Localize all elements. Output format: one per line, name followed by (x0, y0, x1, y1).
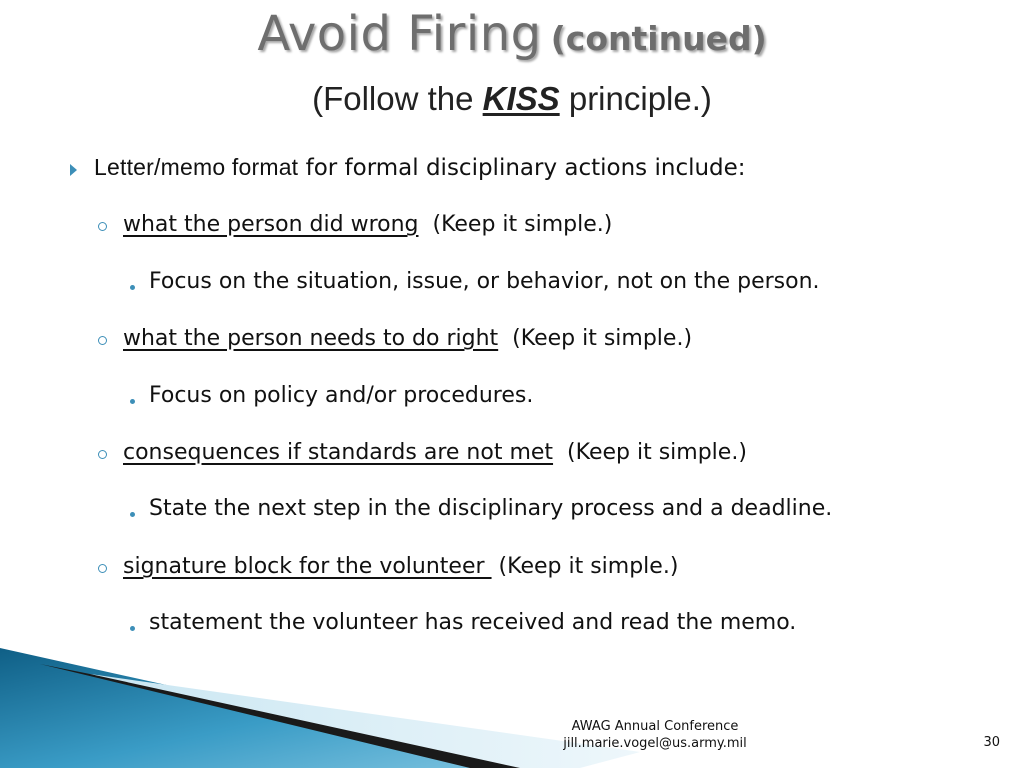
list-item-detail: State the next step in the disciplinary process and a deadline. (149, 496, 833, 521)
main-bullet-bold: Letter/memo format (94, 154, 299, 180)
item-note: (Keep it simple.) (491, 554, 679, 579)
list-item-detail: Focus on the situation, issue, or behavior, not on the person. (149, 269, 820, 294)
page-number: 30 (983, 735, 1000, 750)
item-heading-text: what the person needs to do right (123, 326, 499, 351)
title-suffix: (continued) (550, 19, 767, 58)
list-item-heading (123, 440, 747, 465)
item-heading-text: signature block for the volunteer (123, 554, 492, 579)
main-bullet (94, 154, 746, 181)
footer-conference: AWAG Annual Conference (571, 719, 739, 734)
triangle-bullet-icon (70, 164, 77, 176)
ring-bullet-icon (98, 450, 107, 459)
ring-bullet-icon (98, 222, 107, 231)
subtitle-after: principle.) (559, 80, 712, 117)
footer (0, 718, 1024, 752)
list-item-heading (123, 554, 678, 579)
title-main: Avoid Firing (257, 6, 542, 62)
dot-bullet-icon (130, 399, 135, 404)
slide-title (0, 6, 1024, 62)
item-note: (Keep it simple.) (418, 212, 613, 237)
dot-bullet-icon (130, 512, 135, 517)
ring-bullet-icon (98, 336, 107, 345)
subtitle-before: (Follow the (312, 80, 483, 117)
item-heading-text: what the person did wrong (123, 212, 419, 237)
subtitle-emphasis: KISS (482, 80, 560, 117)
list-item-heading (123, 212, 612, 237)
slide-subtitle (0, 80, 1024, 118)
main-bullet-rest: for formal disciplinary actions include: (298, 155, 746, 181)
item-note: (Keep it simple.) (553, 440, 747, 465)
list-item-detail: Focus on policy and/or procedures. (149, 383, 534, 408)
list-item-heading (123, 326, 692, 351)
dot-bullet-icon (130, 285, 135, 290)
list-item-detail: statement the volunteer has received and read the memo. (149, 610, 797, 635)
item-heading-text: consequences if standards are not met (123, 440, 554, 465)
ring-bullet-icon (98, 564, 107, 573)
item-note: (Keep it simple.) (498, 326, 693, 351)
dot-bullet-icon (130, 626, 135, 631)
footer-email: jill.marie.vogel@us.army.mil (563, 736, 747, 751)
